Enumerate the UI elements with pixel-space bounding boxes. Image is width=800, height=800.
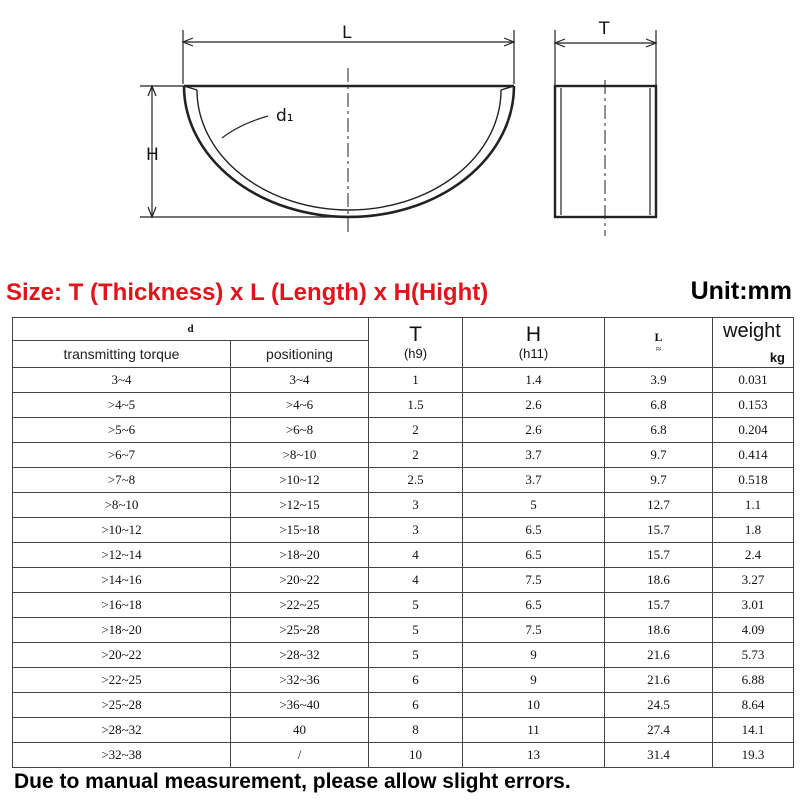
cell-l: 15.7: [605, 593, 713, 618]
cell-t: 2: [369, 418, 463, 443]
cell-weight: 0.031: [713, 368, 794, 393]
cell-weight: 8.64: [713, 693, 794, 718]
header-h-label: H: [525, 323, 542, 346]
table-row: [13, 718, 794, 743]
cell-positioning: >20~22: [231, 568, 369, 593]
cell-positioning: >6~8: [231, 418, 369, 443]
cell-t: 6: [369, 693, 463, 718]
cell-t: 5: [369, 593, 463, 618]
cell-transmitting-torque: >5~6: [13, 418, 231, 443]
cell-positioning: >25~28: [231, 618, 369, 643]
cell-weight: 0.153: [713, 393, 794, 418]
cell-transmitting-torque: >22~25: [13, 668, 231, 693]
cell-weight: 3.27: [713, 568, 794, 593]
header-l-approx: ≈: [655, 343, 662, 355]
table-row: [13, 493, 794, 518]
cell-positioning: /: [231, 743, 369, 768]
header-l-label: L: [654, 329, 663, 344]
size-title: Size: T (Thickness) x L (Length) x H(Hight): [6, 279, 489, 306]
cell-h: 9: [463, 643, 605, 668]
cell-transmitting-torque: >25~28: [13, 693, 231, 718]
cell-h: 9: [463, 668, 605, 693]
cell-h: 11: [463, 718, 605, 743]
cell-positioning: >8~10: [231, 443, 369, 468]
cell-l: 18.6: [605, 568, 713, 593]
table-row: [13, 693, 794, 718]
height-label: H: [146, 145, 159, 165]
header-weight-label: weight: [723, 320, 781, 342]
cell-h: 6.5: [463, 593, 605, 618]
cell-positioning: >22~25: [231, 593, 369, 618]
table-row: [13, 543, 794, 568]
cell-positioning: >10~12: [231, 468, 369, 493]
cell-weight: 0.414: [713, 443, 794, 468]
cell-h: 5: [463, 493, 605, 518]
front-view: [140, 30, 514, 236]
cell-weight: 6.88: [713, 668, 794, 693]
cell-h: 3.7: [463, 468, 605, 493]
header-weight: [713, 318, 794, 368]
cell-h: 10: [463, 693, 605, 718]
cell-l: 24.5: [605, 693, 713, 718]
cell-weight: 14.1: [713, 718, 794, 743]
unit-label: Unit:mm: [690, 277, 792, 305]
cell-transmitting-torque: 3~4: [13, 368, 231, 393]
cell-transmitting-torque: >28~32: [13, 718, 231, 743]
cell-h: 13: [463, 743, 605, 768]
cell-transmitting-torque: >32~38: [13, 743, 231, 768]
cell-positioning: >36~40: [231, 693, 369, 718]
cell-weight: 1.8: [713, 518, 794, 543]
cell-transmitting-torque: >7~8: [13, 468, 231, 493]
table-row: [13, 568, 794, 593]
header-transmitting-torque: transmitting torque: [13, 341, 231, 368]
table-row: [13, 518, 794, 543]
cell-h: 1.4: [463, 368, 605, 393]
cell-positioning: >15~18: [231, 518, 369, 543]
table-row: [13, 668, 794, 693]
header-t: [369, 318, 463, 368]
footer-note: Due to manual measurement, please allow slight errors.: [14, 770, 571, 793]
table-row: [13, 743, 794, 768]
cell-l: 21.6: [605, 668, 713, 693]
cell-weight: 1.1: [713, 493, 794, 518]
cell-transmitting-torque: >6~7: [13, 443, 231, 468]
table-row: [13, 468, 794, 493]
cell-t: 8: [369, 718, 463, 743]
header-t-tolerance: (h9): [403, 346, 428, 361]
cell-weight: 3.01: [713, 593, 794, 618]
spec-table: [12, 317, 794, 768]
cell-t: 4: [369, 543, 463, 568]
header-positioning: positioning: [231, 341, 369, 368]
table-row: [13, 393, 794, 418]
cell-weight: 4.09: [713, 618, 794, 643]
table-row: [13, 418, 794, 443]
cell-h: 2.6: [463, 418, 605, 443]
technical-drawing: [0, 0, 800, 270]
cell-l: 9.7: [605, 468, 713, 493]
cell-transmitting-torque: >10~12: [13, 518, 231, 543]
cell-h: 3.7: [463, 443, 605, 468]
cell-positioning: 40: [231, 718, 369, 743]
cell-positioning: >32~36: [231, 668, 369, 693]
cell-l: 18.6: [605, 618, 713, 643]
cell-positioning: >12~15: [231, 493, 369, 518]
cell-t: 1.5: [369, 393, 463, 418]
length-label: L: [342, 23, 352, 43]
cell-transmitting-torque: >8~10: [13, 493, 231, 518]
table-row: [13, 643, 794, 668]
cell-l: 21.6: [605, 643, 713, 668]
cell-h: 7.5: [463, 568, 605, 593]
cell-positioning: >4~6: [231, 393, 369, 418]
cell-h: 6.5: [463, 518, 605, 543]
header-d: d: [13, 318, 369, 341]
cell-t: 2.5: [369, 468, 463, 493]
cell-h: 7.5: [463, 618, 605, 643]
cell-transmitting-torque: >18~20: [13, 618, 231, 643]
diameter-label: d₁: [276, 106, 294, 126]
table-body: [13, 368, 794, 768]
cell-t: 5: [369, 618, 463, 643]
cell-weight: 0.518: [713, 468, 794, 493]
cell-l: 12.7: [605, 493, 713, 518]
cell-transmitting-torque: >12~14: [13, 543, 231, 568]
table-row: [13, 443, 794, 468]
cell-transmitting-torque: >14~16: [13, 568, 231, 593]
cell-l: 15.7: [605, 518, 713, 543]
header-h-tolerance: (h11): [518, 346, 549, 361]
cell-weight: 5.73: [713, 643, 794, 668]
header-h: [463, 318, 605, 368]
cell-t: 2: [369, 443, 463, 468]
cell-positioning: >28~32: [231, 643, 369, 668]
cell-weight: 0.204: [713, 418, 794, 443]
cell-positioning: 3~4: [231, 368, 369, 393]
cell-positioning: >18~20: [231, 543, 369, 568]
cell-t: 3: [369, 493, 463, 518]
cell-transmitting-torque: >4~5: [13, 393, 231, 418]
cell-t: 5: [369, 643, 463, 668]
cell-l: 15.7: [605, 543, 713, 568]
cell-l: 31.4: [605, 743, 713, 768]
cell-t: 10: [369, 743, 463, 768]
side-view: [555, 30, 656, 236]
cell-h: 6.5: [463, 543, 605, 568]
cell-l: 6.8: [605, 393, 713, 418]
cell-l: 6.8: [605, 418, 713, 443]
cell-l: 3.9: [605, 368, 713, 393]
cell-transmitting-torque: >16~18: [13, 593, 231, 618]
cell-l: 9.7: [605, 443, 713, 468]
header-t-label: T: [409, 323, 422, 346]
header-weight-unit: kg: [769, 350, 785, 365]
cell-t: 6: [369, 668, 463, 693]
header-l: [605, 318, 713, 368]
cell-l: 27.4: [605, 718, 713, 743]
thickness-label: T: [599, 19, 610, 39]
cell-h: 2.6: [463, 393, 605, 418]
cell-t: 3: [369, 518, 463, 543]
table-row: [13, 593, 794, 618]
cell-t: 4: [369, 568, 463, 593]
cell-weight: 19.3: [713, 743, 794, 768]
table-row: [13, 618, 794, 643]
cell-t: 1: [369, 368, 463, 393]
cell-weight: 2.4: [713, 543, 794, 568]
table-row: [13, 368, 794, 393]
cell-transmitting-torque: >20~22: [13, 643, 231, 668]
